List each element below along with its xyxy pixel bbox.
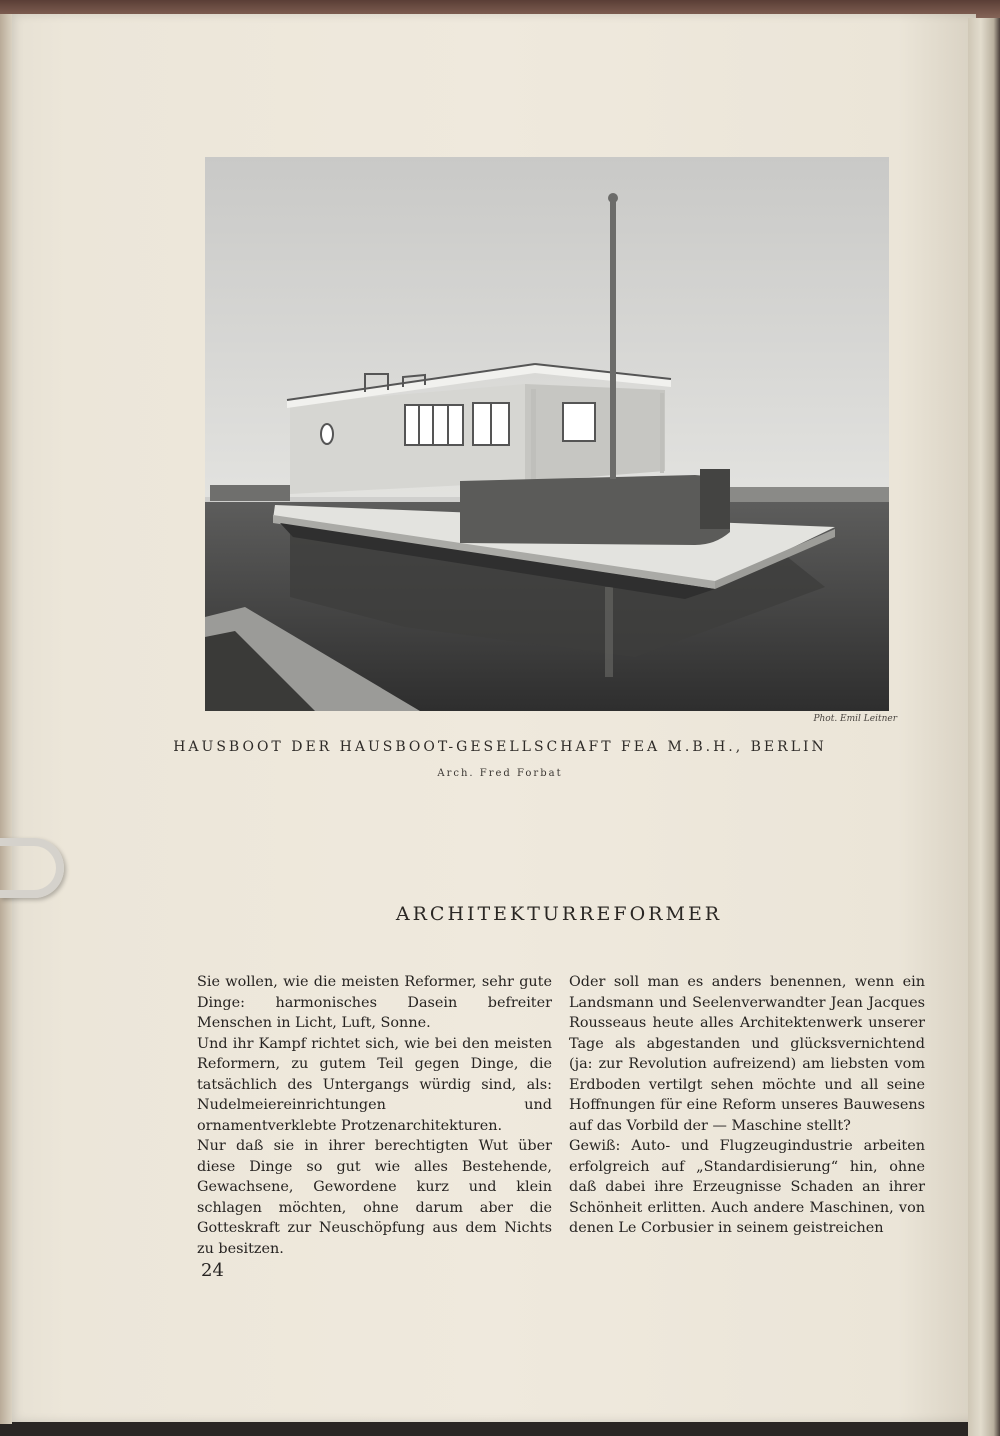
paper-clip — [0, 838, 64, 898]
paragraph: Oder soll man es anders benennen, wenn ein Landsmann und Seelenverwandter Jean Jacques Rousseaus heute alles Architektenwerk unserer Tage als abgestanden und glücksvernichtend (ja: zur Revolution aufreizend) am liebsten vom Erdboden vertilgt sehen möchte und all seine Hoffnungen für eine Reform unseres Bauwesens auf das Vorbild der — Maschine stellt? — [569, 974, 925, 1134]
page-number: 24 — [201, 1260, 224, 1281]
page-stack-left — [0, 14, 12, 1424]
paragraph: Nur daß sie in ihrer berechtigten Wut über diese Dinge so gut wie alles Bestehende, Gewachsene, Gewordene kurz und klein schlagen möchten, ohne darum aber die Gotteskraft zur Neuschöpfung aus dem Nichts zu besitzen. — [197, 1138, 552, 1257]
houseboat-photo — [205, 157, 889, 711]
paragraph: Sie wollen, wie die meisten Reformer, sehr gute Dinge: harmonisches Dasein befreiter Menschen in Licht, Luft, Sonne. — [197, 974, 552, 1031]
paragraph: Gewiß: Auto- und Flugzeugindustrie arbeiten erfolgreich auf „Standardisierung“ hin, ohne daß dabei ihre Erzeugnisse Schaden an ihrer Schönheit erlitten. Auch andere Maschinen, von denen Le Corbusier in seinem geistreichen — [569, 1138, 925, 1236]
right-text-column — [569, 972, 925, 1239]
photo-credit: Phot. Emil Leitner — [813, 714, 897, 724]
next-page-edge — [968, 18, 1000, 1436]
paragraph: Und ihr Kampf richtet sich, wie bei den meisten Reformern, zu gutem Teil gegen Dinge, die tatsächlich des Untergangs würdig sind, als: Nudelmeiereinrichtungen und ornamentverklebte Protzenarchitekturen. — [197, 1035, 552, 1134]
architect-credit: Arch. Fred Forbat — [437, 768, 563, 779]
left-text-column — [197, 972, 552, 1259]
photo-caption: HAUSBOOT DER HAUSBOOT-GESELLSCHAFT FEA M.B.H., BERLIN — [173, 739, 827, 755]
article-heading: ARCHITEKTURREFORMER — [395, 903, 723, 925]
